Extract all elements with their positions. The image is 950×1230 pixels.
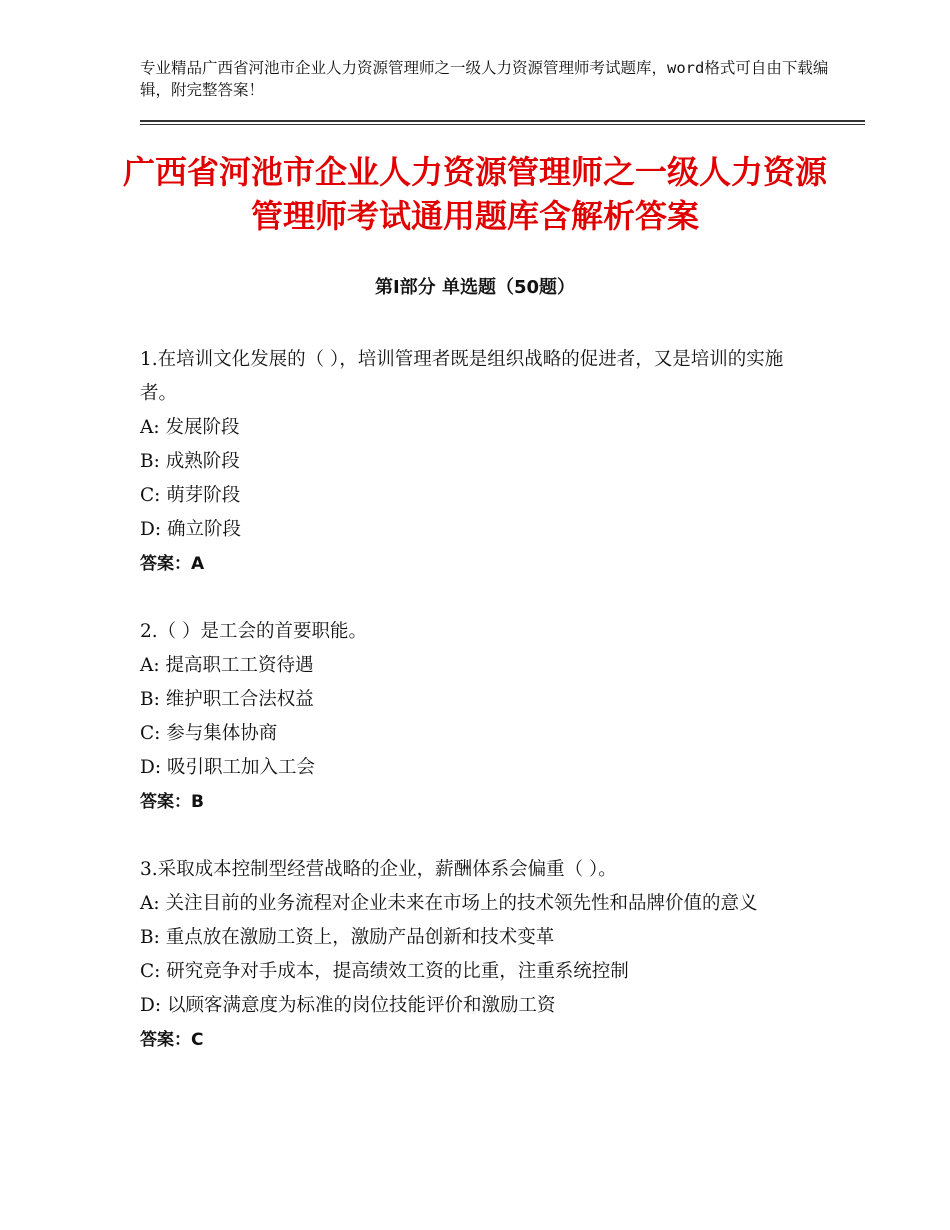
question-2 <box>140 615 820 819</box>
section-heading: 第Ⅰ部分 单选题（50题） <box>374 277 575 298</box>
question-stem: 2.（ ）是工会的首要职能。 <box>140 621 368 642</box>
option-c: C: 参与集体协商 <box>140 723 278 744</box>
question-list <box>140 343 820 1091</box>
option-d: D: 以顾客满意度为标准的岗位技能评价和激励工资 <box>140 995 556 1016</box>
option-d: D: 确立阶段 <box>140 519 241 540</box>
option-a: A: 发展阶段 <box>140 417 240 438</box>
option-c: C: 研究竞争对手成本，提高绩效工资的比重，注重系统控制 <box>140 961 629 982</box>
question-stem: 1.在培训文化发展的（ ），培训管理者既是组织战略的促进者，又是培训的实施者。 <box>140 349 784 404</box>
answer-label: 答案：B <box>140 792 204 812</box>
answer-label: 答案：A <box>140 554 205 574</box>
header-rule-thick <box>140 120 865 122</box>
question-1 <box>140 343 820 581</box>
option-b: B: 维护职工合法权益 <box>140 689 314 710</box>
option-b: B: 重点放在激励工资上，激励产品创新和技术变革 <box>140 927 555 948</box>
document-title: 广西省河池市企业人力资源管理师之一级人力资源管理师考试通用题库含解析答案 <box>122 153 827 235</box>
option-a: A: 提高职工工资待遇 <box>140 655 314 676</box>
question-3 <box>140 853 820 1057</box>
header-note: 专业精品广西省河池市企业人力资源管理师之一级人力资源管理师考试题库，word格式可自由下载编辑，附完整答案！ <box>140 59 829 99</box>
option-a: A: 关注目前的业务流程对企业未来在市场上的技术领先性和品牌价值的意义 <box>140 893 758 914</box>
option-b: B: 成熟阶段 <box>140 451 240 472</box>
option-c: C: 萌芽阶段 <box>140 485 241 506</box>
header-rule-thin <box>140 124 865 125</box>
answer-label: 答案：C <box>140 1030 204 1050</box>
option-d: D: 吸引职工加入工会 <box>140 757 315 778</box>
question-stem: 3.采取成本控制型经营战略的企业，薪酬体系会偏重（ ）。 <box>140 859 617 880</box>
